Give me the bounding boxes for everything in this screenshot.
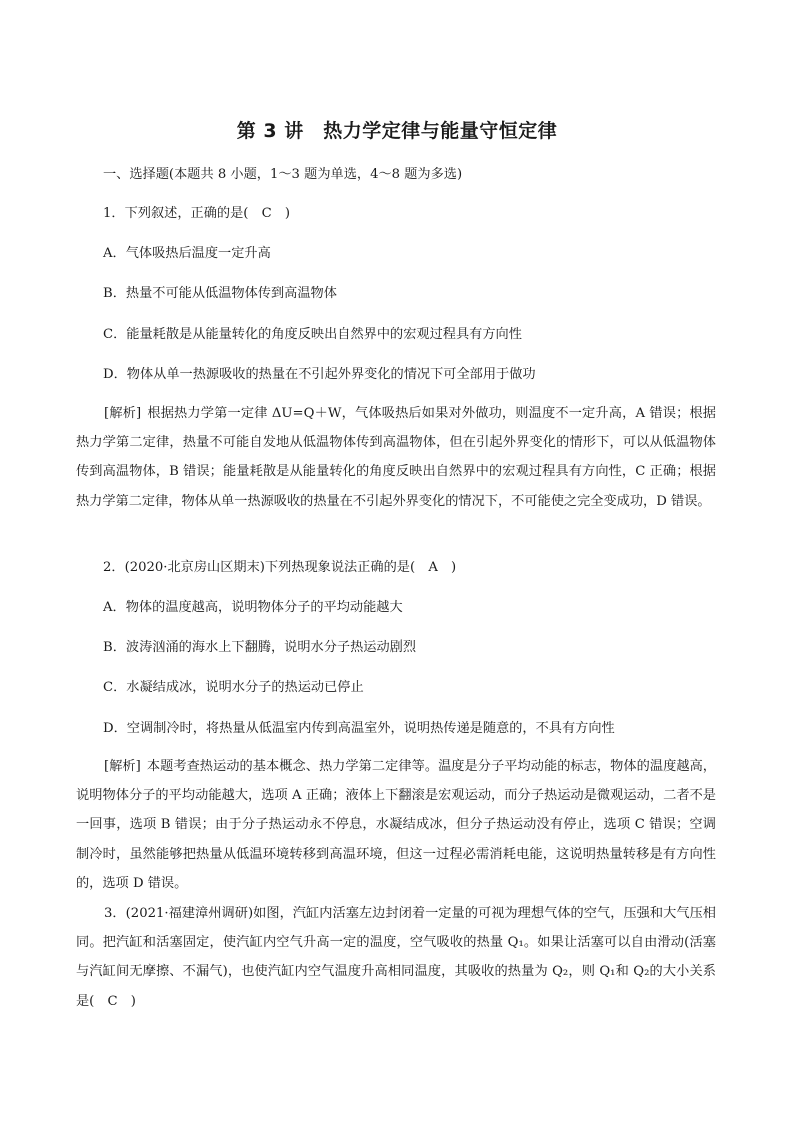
q2-analysis-text: 本题考查热运动的基本概念、热力学第二定律等。温度是分子平均动能的标志，物体的温度越高，说明物体分子的平均动能越大，选项 A 正确；液体上下翻滚是宏观运动，而分子热运动是微观运动，二者不是一回事，选项 B 错误；由于分子热运动永不停息，水凝结成冰，但分子热运动没有停止，选项 C 错误；空调制冷时，虽然能够把热量从低温环境转移到高温环境，但这一过程必需消耗电能，这说明热量转移是有方向性的，选项 D 错误。 (76, 759, 716, 891)
q1-analysis-tag: [解析] (104, 406, 142, 421)
q2-option-d: D．空调制冷时，将热量从低温室内传到高温室外，说明热传递是随意的，不具有方向性 (103, 721, 615, 736)
q2-stem: 2．(2020·北京房山区期末)下列热现象说法正确的是( A ) (103, 560, 457, 575)
q2-option-b: B．波涛汹涌的海水上下翻腾，说明水分子热运动剧烈 (103, 640, 417, 655)
q1-option-b: B．热量不可能从低温物体传到高温物体 (103, 286, 337, 301)
q1-option-c: C．能量耗散是从能量转化的角度反映出自然界中的宏观过程具有方向性 (103, 327, 522, 342)
q3-stem: 3．(2021·福建漳州调研)如图，汽缸内活塞左边封闭着一定量的可视为理想气体的空气，压强和大气压相同。把汽缸和活塞固定，使汽缸内空气升高一定的温度，空气吸收的热量 Q₁。如果让活塞可以自由滑动(活塞与汽缸间无摩擦、不漏气)，也使汽缸内空气温度升高相同温度，其吸收的热量为 Q₂，则 Q₁和 Q₂的大小关系是( C ) (76, 906, 716, 1009)
section-heading: 一、选择题(本题共 8 小题，1～3 题为单选，4～8 题为多选) (103, 167, 463, 182)
q2-analysis (76, 752, 716, 898)
q2-analysis-tag: [解析] (104, 759, 141, 774)
q1-analysis (76, 399, 716, 516)
page-title: 第 3 讲 热力学定律与能量守恒定律 (236, 120, 558, 142)
q1-analysis-text: 根据热力学第一定律 ΔU=Q＋W，气体吸热后如果对外做功，则温度不一定升高，A 错误；根据热力学第二定律，热量不可能自发地从低温物体传到高温物体，但在引起外界变化的情形下，可以从低温物体传到高温物体，B 错误；能量耗散是从能量转化的角度反映出自然界中的宏观过程具有方向性，C 正确；根据热力学第二定律，物体从单一热源吸收的热量在不引起外界变化的情况下，不可能使之完全变成功，D 错误。 (76, 406, 716, 509)
q1-option-a: A．气体吸热后温度一定升高 (103, 246, 271, 261)
q1-stem: 1．下列叙述，正确的是( C ) (103, 206, 291, 221)
q2-option-c: C．水凝结成冰，说明水分子的热运动已停止 (103, 680, 364, 695)
q2-option-a: A．物体的温度越高，说明物体分子的平均动能越大 (103, 600, 403, 615)
q1-option-d: D．物体从单一热源吸收的热量在不引起外界变化的情况下可全部用于做功 (103, 367, 536, 382)
